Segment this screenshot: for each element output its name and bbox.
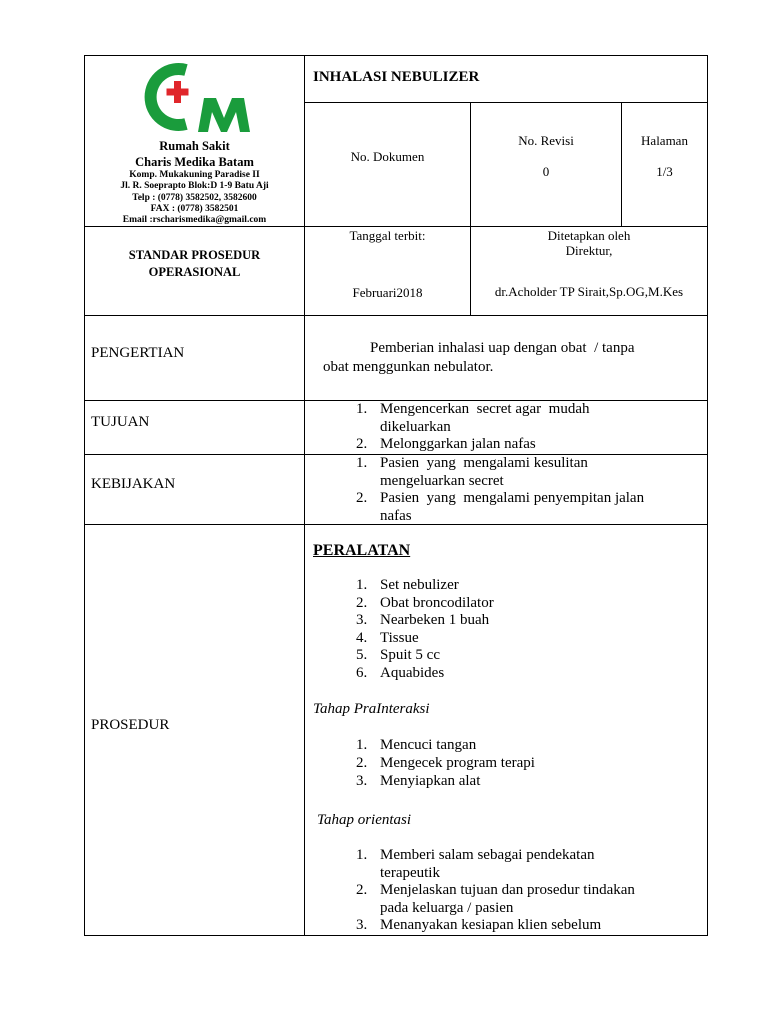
no-revisi-label: No. Revisi [518, 133, 574, 148]
divider [84, 226, 708, 227]
list-item-text: Nearbeken 1 buah [380, 612, 490, 629]
pengertian-text: obat menggunkan nebulator. [323, 359, 494, 375]
hospital-fax: FAX : (0778) 3582501 [150, 204, 239, 214]
no-revisi-value: 0 [542, 164, 550, 179]
list-item-text: Pasien yang mengalami kesulitan [380, 455, 588, 471]
list-item-text: Aquabides [380, 664, 445, 681]
prosedur-label: PROSEDUR [91, 717, 170, 733]
hospital-phone: Telp : (0778) 3582502, 3582600 [132, 193, 257, 203]
list-item-text: Mengecek program terapi [380, 754, 535, 771]
list-item [380, 595, 494, 613]
list-item [380, 436, 589, 454]
list-item-text: Melonggarkan jalan nafas [380, 436, 536, 452]
list-item-text: Obat broncodilator [380, 594, 494, 611]
halaman-label: Halaman [641, 133, 688, 148]
list-item-text: Set nebulizer [380, 577, 459, 593]
list-item-text: Menjelaskan tujuan dan prosedur tindakan [380, 882, 635, 898]
list-item-text: Spuit 5 cc [380, 647, 440, 664]
list-item-text: terapeutik [380, 864, 440, 881]
pengertian-label: PENGERTIAN [91, 345, 185, 361]
kebijakan-label: KEBIJAKAN [91, 476, 176, 492]
list-item-text: dikeluarkan [380, 418, 451, 435]
list-item-text: Menanyakan kesiapan klien sebelum [380, 917, 602, 933]
list-item-text: nafas [380, 507, 412, 524]
list-item [380, 630, 494, 648]
list-item [380, 737, 535, 755]
column-divider [304, 55, 305, 936]
ditetapkan-label: Ditetapkan oleh [547, 228, 631, 243]
halaman-value: 1/3 [656, 164, 673, 179]
table-border-bottom [84, 935, 708, 936]
pengertian-text: Pemberian inhalasi uap dengan obat / tanpa [370, 340, 635, 356]
direktur-name: dr.Acholder TP Sirait,Sp.OG,M.Kes [494, 284, 684, 299]
prainteraksi-list [312, 737, 535, 790]
hospital-address: Jl. R. Soeprapto Blok:D 1-9 Batu Aji [120, 181, 269, 191]
list-item [380, 490, 644, 525]
list-item-text: Menyiapkan alat [380, 772, 481, 789]
table-border-right [707, 55, 708, 936]
document-title: INHALASI NEBULIZER [313, 69, 480, 85]
list-item [380, 773, 535, 791]
peralatan-heading: PERALATAN [313, 542, 411, 559]
list-item-text: Memberi salam sebagai pendekatan [380, 847, 595, 863]
no-dokumen-label: No. Dokumen [350, 149, 425, 164]
list-item-text: Pasien yang mengalami penyempitan jalan [380, 490, 645, 506]
list-item [380, 612, 494, 630]
spo-label: OPERASIONAL [148, 265, 241, 279]
hospital-address: Komp. Mukakuning Paradise II [129, 170, 260, 180]
list-item-text: Tissue [380, 629, 419, 646]
tanggal-terbit-value: Februari2018 [352, 285, 423, 300]
orientasi-heading: Tahap orientasi [317, 812, 412, 828]
list-item [380, 455, 644, 490]
list-item [380, 401, 589, 436]
spo-label: STANDAR PROSEDUR [128, 248, 261, 262]
ditetapkan-label: Direktur, [565, 243, 613, 258]
orientasi-list [312, 847, 635, 935]
peralatan-list [312, 577, 494, 683]
list-item [380, 917, 635, 935]
hospital-type: Rumah Sakit [159, 139, 230, 153]
hospital-logo [136, 62, 252, 138]
hospital-name: Charis Medika Batam [135, 155, 254, 169]
list-item [380, 847, 635, 882]
list-item-text: mengeluarkan secret [380, 472, 504, 489]
prainteraksi-heading: Tahap PraInteraksi [313, 701, 430, 717]
list-item-text: pada keluarga / pasien [380, 899, 514, 916]
tujuan-list [312, 401, 589, 454]
divider [84, 315, 708, 316]
list-item [380, 647, 494, 665]
list-item [380, 665, 494, 683]
list-item-text: Mencuci tangan [380, 737, 477, 753]
tujuan-label: TUJUAN [91, 414, 150, 430]
list-item [380, 882, 635, 917]
tanggal-terbit-label: Tanggal terbit: [349, 228, 426, 243]
table-border-top [84, 55, 708, 56]
hospital-email: Email :rscharismedika@gmail.com [122, 215, 267, 225]
list-item [380, 577, 494, 595]
list-item [380, 755, 535, 773]
kebijakan-list [312, 455, 644, 525]
list-item-text: Mengencerkan secret agar mudah [380, 401, 590, 417]
divider [304, 102, 708, 103]
